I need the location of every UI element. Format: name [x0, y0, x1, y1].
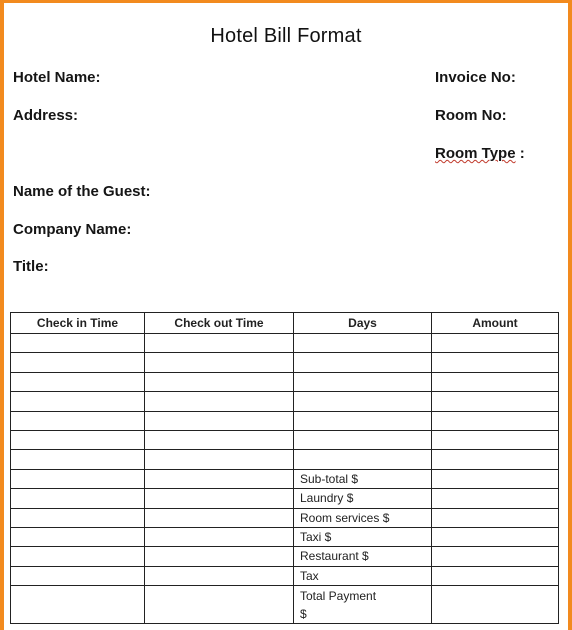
room-type-suffix: :	[515, 145, 525, 162]
table-cell	[11, 334, 145, 353]
taxi-amount	[432, 527, 559, 546]
total-payment-label	[294, 586, 432, 624]
table-cell	[11, 527, 145, 546]
table-cell	[145, 469, 294, 488]
table-cell	[145, 372, 294, 391]
table-cell	[294, 353, 432, 372]
room-type-word: Room Type	[435, 145, 516, 162]
header-amount: Amount	[432, 313, 559, 334]
bill-table	[10, 312, 559, 624]
table-cell	[432, 372, 559, 391]
room-no-label: Room No:	[435, 107, 507, 124]
tax-row	[11, 566, 559, 585]
total-payment-currency: $	[300, 607, 307, 622]
header-days: Days	[294, 313, 432, 334]
table-cell	[11, 372, 145, 391]
laundry-amount	[432, 489, 559, 508]
table-cell	[11, 411, 145, 430]
table-cell	[145, 430, 294, 449]
tax-amount	[432, 566, 559, 585]
table-cell	[145, 508, 294, 527]
table-cell	[145, 450, 294, 469]
table-cell	[11, 430, 145, 449]
invoice-no-label: Invoice No:	[435, 69, 516, 86]
table-cell	[294, 450, 432, 469]
table-cell	[145, 586, 294, 624]
table-cell	[294, 411, 432, 430]
document-title: Hotel Bill Format	[210, 25, 362, 47]
restaurant-label: Restaurant $	[294, 547, 432, 566]
table-cell	[432, 450, 559, 469]
title-label: Title:	[13, 258, 49, 275]
table-cell	[294, 372, 432, 391]
table-cell	[145, 411, 294, 430]
table-header-row	[11, 313, 559, 334]
table-cell	[145, 489, 294, 508]
table-cell	[432, 334, 559, 353]
total-payment-row	[11, 586, 559, 624]
subtotal-row	[11, 469, 559, 488]
table-cell	[11, 353, 145, 372]
restaurant-amount	[432, 547, 559, 566]
table-row	[11, 353, 559, 372]
table-cell	[294, 392, 432, 411]
restaurant-row	[11, 547, 559, 566]
table-cell	[145, 547, 294, 566]
header-check-in-time: Check in Time	[11, 313, 145, 334]
table-cell	[11, 508, 145, 527]
table-cell	[11, 547, 145, 566]
taxi-label: Taxi $	[294, 527, 432, 546]
taxi-row	[11, 527, 559, 546]
table-cell	[11, 450, 145, 469]
table-cell	[11, 586, 145, 624]
tax-label: Tax	[294, 566, 432, 585]
subtotal-amount	[432, 469, 559, 488]
table-cell	[432, 430, 559, 449]
table-cell	[11, 392, 145, 411]
total-payment-text: Total Payment	[300, 589, 377, 604]
table-cell	[11, 469, 145, 488]
table-row	[11, 392, 559, 411]
company-name-label: Company Name:	[13, 221, 132, 238]
table-cell	[145, 392, 294, 411]
table-row	[11, 430, 559, 449]
table-cell	[432, 411, 559, 430]
address-label: Address:	[13, 107, 79, 124]
table-cell	[432, 353, 559, 372]
subtotal-label: Sub-total $	[294, 469, 432, 488]
room-type-label	[435, 145, 525, 162]
header-check-out-time: Check out Time	[145, 313, 294, 334]
laundry-label: Laundry $	[294, 489, 432, 508]
room-services-label: Room services $	[294, 508, 432, 527]
table-cell	[11, 489, 145, 508]
table-cell	[11, 566, 145, 585]
table-row	[11, 372, 559, 391]
table-cell	[145, 527, 294, 546]
total-payment-amount	[432, 586, 559, 624]
table-cell	[294, 334, 432, 353]
hotel-name-label: Hotel Name:	[13, 69, 101, 86]
table-cell	[145, 334, 294, 353]
table-row	[11, 411, 559, 430]
table-cell	[432, 392, 559, 411]
table-row	[11, 450, 559, 469]
laundry-row	[11, 489, 559, 508]
room-services-row	[11, 508, 559, 527]
guest-name-label: Name of the Guest:	[13, 183, 151, 200]
room-services-amount	[432, 508, 559, 527]
table-cell	[145, 566, 294, 585]
table-cell	[145, 353, 294, 372]
table-row	[11, 334, 559, 353]
table-cell	[294, 430, 432, 449]
